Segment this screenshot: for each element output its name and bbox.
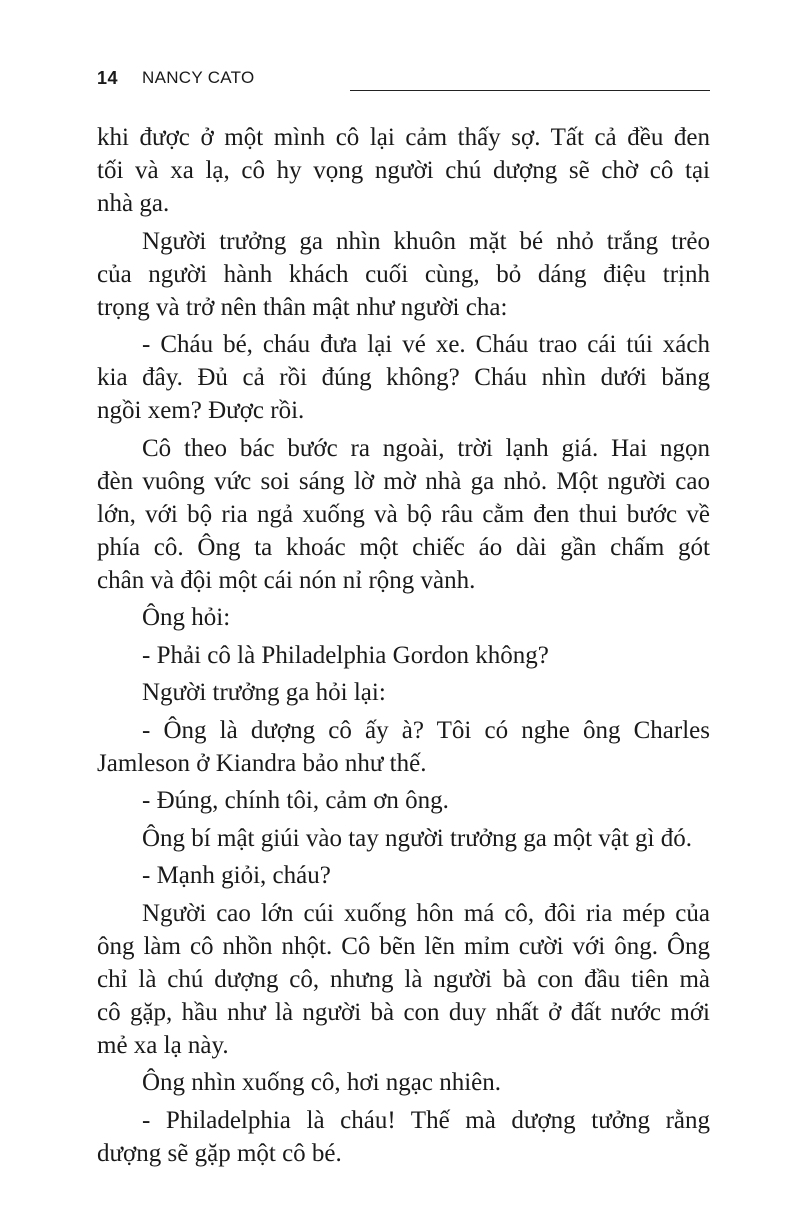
text-line: Người cao lớn cúi xuống hôn má cô, đôi ria mép của [142,899,710,927]
paragraph [97,601,710,634]
paragraph [97,822,710,855]
text-line: đèn vuông vức soi sáng lờ mờ nhà ga nhỏ. Một người cao [97,467,710,495]
text-line: mẻ xa lạ này. [97,1031,229,1059]
text-line: Ông nhìn xuống cô, hơi ngạc nhiên. [142,1069,501,1096]
text-line: Người trưởng ga hỏi lại: [142,679,386,706]
text-line: kia đây. Đủ cả rồi đúng không? Cháu nhìn dưới băng [97,364,710,391]
text-line: dượng sẽ gặp một cô bé. [97,1139,342,1167]
text-line: lớn, với bộ ria ngả xuống và bộ râu cằm đen thui bước về [97,500,710,528]
text-line: Người trưởng ga nhìn khuôn mặt bé nhỏ trắng trẻo [142,227,710,255]
paragraph [97,897,710,1062]
paragraph [97,432,710,597]
text-line: - Phải cô là Philadelphia Gordon không? [142,641,549,669]
paragraph [97,1104,710,1170]
text-line: - Đúng, chính tôi, cảm ơn ông. [142,787,449,814]
text-line: - Mạnh giỏi, cháu? [142,862,331,889]
paragraph [97,225,710,324]
text-line: Ông bí mật giúi vào tay người trưởng ga một vật gì đó. [142,824,692,852]
text-line: - Cháu bé, cháu đưa lại vé xe. Cháu trao cái túi xách [142,331,710,358]
text-line: chỉ là chú dượng cô, nhưng là người bà con đầu tiên mà [97,965,710,993]
text-line: phía cô. Ông ta khoác một chiếc áo dài gần chấm gót [97,533,710,561]
text-line: Ông hỏi: [142,604,231,631]
text-line: tối và xa lạ, cô hy vọng người chú dượng sẽ chờ cô tại [97,157,710,184]
page-number: 14 [97,68,119,88]
text-line: - Ông là dượng cô ấy à? Tôi có nghe ông Charles [142,716,710,744]
paragraph [97,676,710,709]
text-line: chân và đội một cái nón nỉ rộng vành. [97,566,476,594]
paragraph [97,1066,710,1099]
paragraph [97,328,710,427]
paragraph [97,639,710,672]
paragraph [97,859,710,892]
paragraph [97,784,710,817]
text-line: ngồi xem? Được rồi. [97,397,305,424]
running-title: NANCY CATO [142,68,255,87]
paragraph [97,714,710,780]
text-line: Cô theo bác bước ra ngoài, trời lạnh giá. Hai ngọn [142,434,710,462]
paragraph [97,121,710,220]
text-line: ông làm cô nhồn nhột. Cô bẽn lẽn mỉm cười với ông. Ông [97,932,710,960]
text-line: cô gặp, hầu như là người bà con duy nhất ở đất nước mới [97,998,710,1026]
text-line: Jamleson ở Kiandra bảo như thế. [97,749,427,777]
text-line: của người hành khách cuối cùng, bỏ dáng điệu trịnh [97,260,710,288]
running-header [97,68,710,94]
text-line: trọng và trở nên thân mật như người cha: [97,293,508,321]
header-rule [350,90,710,91]
page-body [97,121,710,1174]
text-line: - Philadelphia là cháu! Thế mà dượng tưởng rằng [142,1106,710,1134]
text-line: khi được ở một mình cô lại cảm thấy sợ. Tất cả đều đen [97,124,710,151]
text-line: nhà ga. [97,190,170,217]
